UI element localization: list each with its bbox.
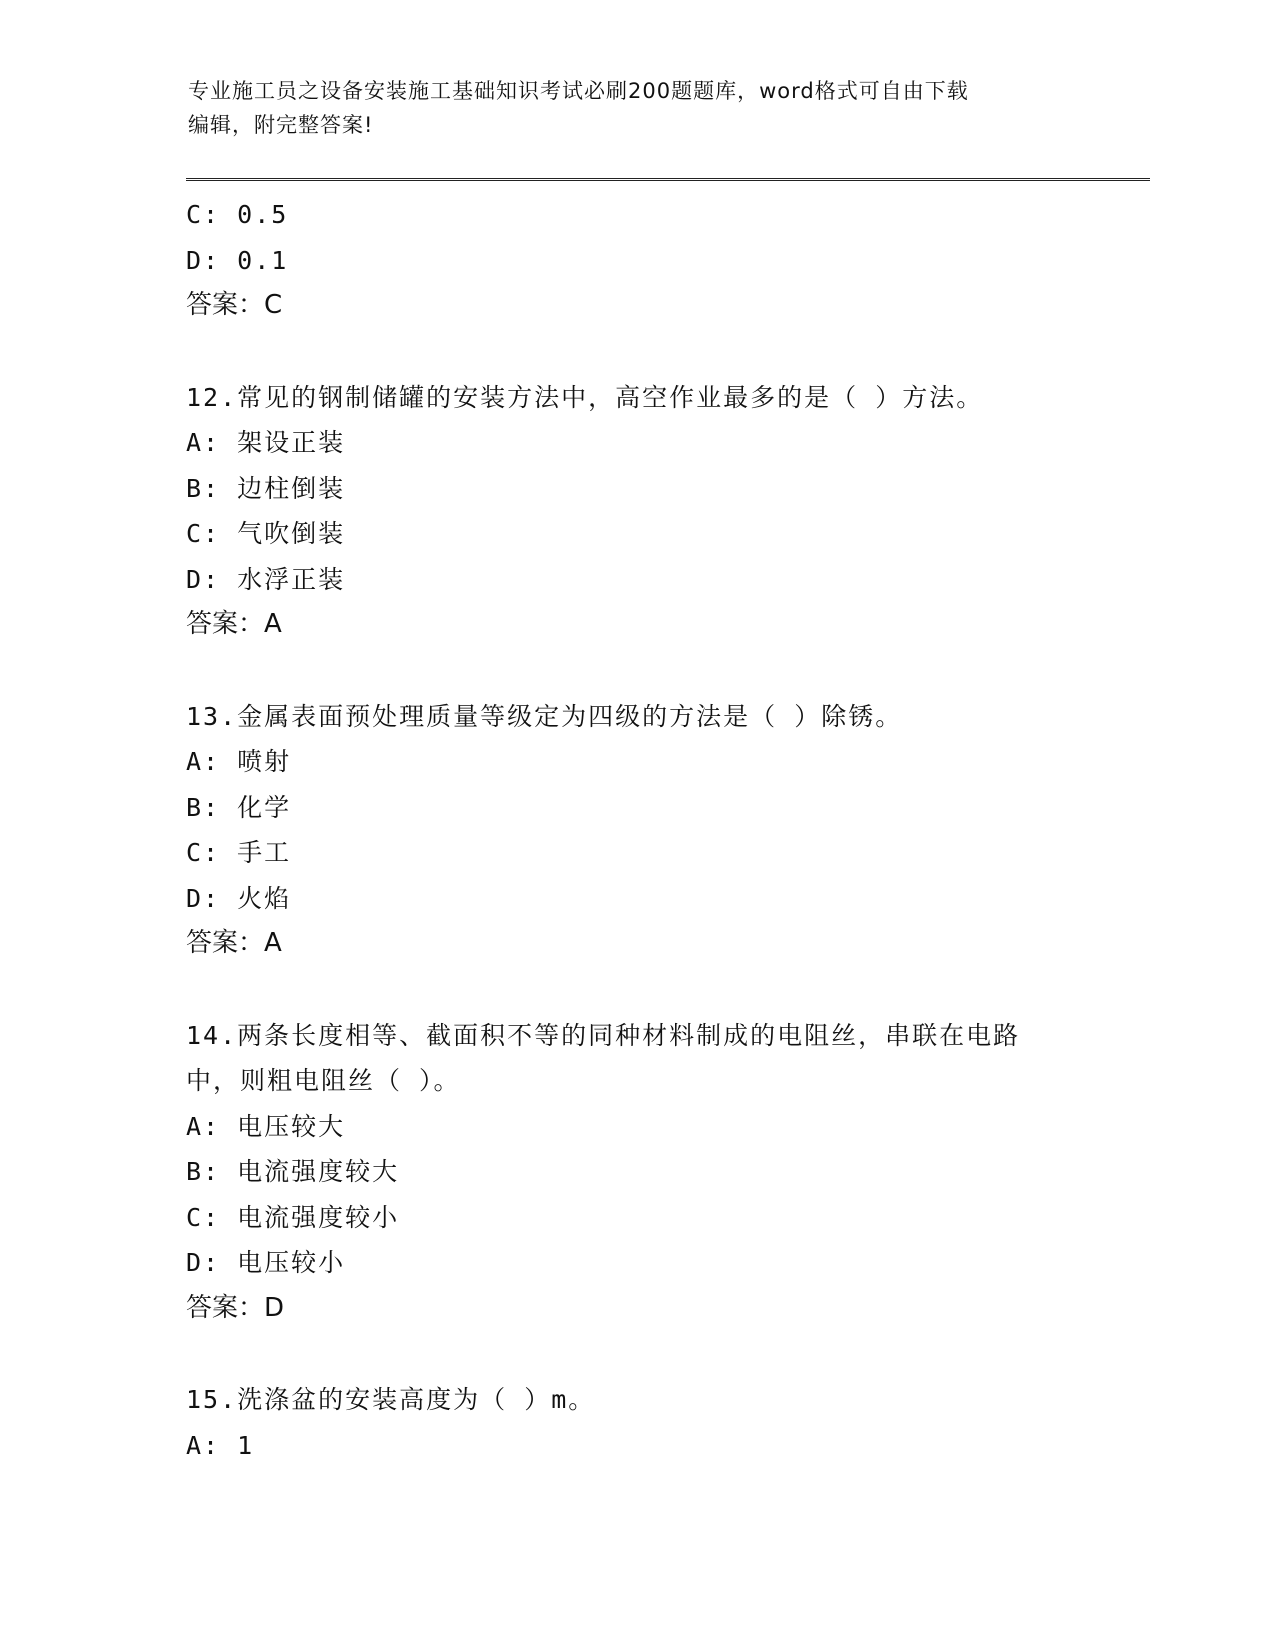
- option-c: C: 气吹倒装: [186, 519, 346, 548]
- option-b: B: 电流强度较大: [186, 1157, 400, 1186]
- answer-label: 答案：A: [186, 928, 282, 958]
- question-13: [186, 694, 1126, 967]
- question-stem: 15.洗涤盆的安装高度为（ ）m。: [186, 1385, 596, 1414]
- option-a: A: 1: [186, 1430, 255, 1460]
- answer-label: 答案：C: [186, 290, 283, 320]
- question-stem: 12.常见的钢制储罐的安装方法中，高空作业最多的是（ ）方法。: [186, 382, 984, 412]
- question-12: [186, 375, 1126, 648]
- option-d: D: 0.1: [186, 245, 289, 275]
- option-c: C: 手工: [186, 838, 292, 867]
- question-15: [186, 1377, 1126, 1468]
- option-d: D: 电压较小: [186, 1248, 346, 1277]
- question-stem: 13.金属表面预处理质量等级定为四级的方法是（ ）除锈。: [186, 701, 903, 731]
- header-divider: [186, 178, 1150, 181]
- option-b: B: 边柱倒装: [186, 473, 346, 503]
- option-c: C: 电流强度较小: [186, 1202, 400, 1232]
- question-14: [186, 1013, 1126, 1332]
- answer-label: 答案：A: [186, 609, 282, 639]
- header-title-line2: 编辑，附完整答案!: [188, 113, 374, 137]
- option-a: A: 电压较大: [186, 1111, 346, 1141]
- option-a: A: 喷射: [186, 747, 292, 776]
- question-11-tail: [186, 192, 1126, 329]
- option-d: D: 水浮正装: [186, 564, 346, 594]
- option-b: B: 化学: [186, 792, 292, 822]
- option-a: A: 架设正装: [186, 428, 346, 457]
- header-title-line1: 专业施工员之设备安装施工基础知识考试必刷200题题库，word格式可自由下载: [188, 79, 969, 103]
- question-stem: 14.两条长度相等、截面积不等的同种材料制成的电阻丝，串联在电路: [186, 1020, 1021, 1050]
- question-content: [186, 192, 1126, 1468]
- page-header: [188, 74, 1088, 142]
- option-d: D: 火焰: [186, 883, 292, 913]
- question-stem-continued: 中，则粗电阻丝（ ）。: [186, 1066, 461, 1095]
- option-c: C: 0.5: [186, 200, 289, 229]
- answer-label: 答案：D: [186, 1292, 285, 1323]
